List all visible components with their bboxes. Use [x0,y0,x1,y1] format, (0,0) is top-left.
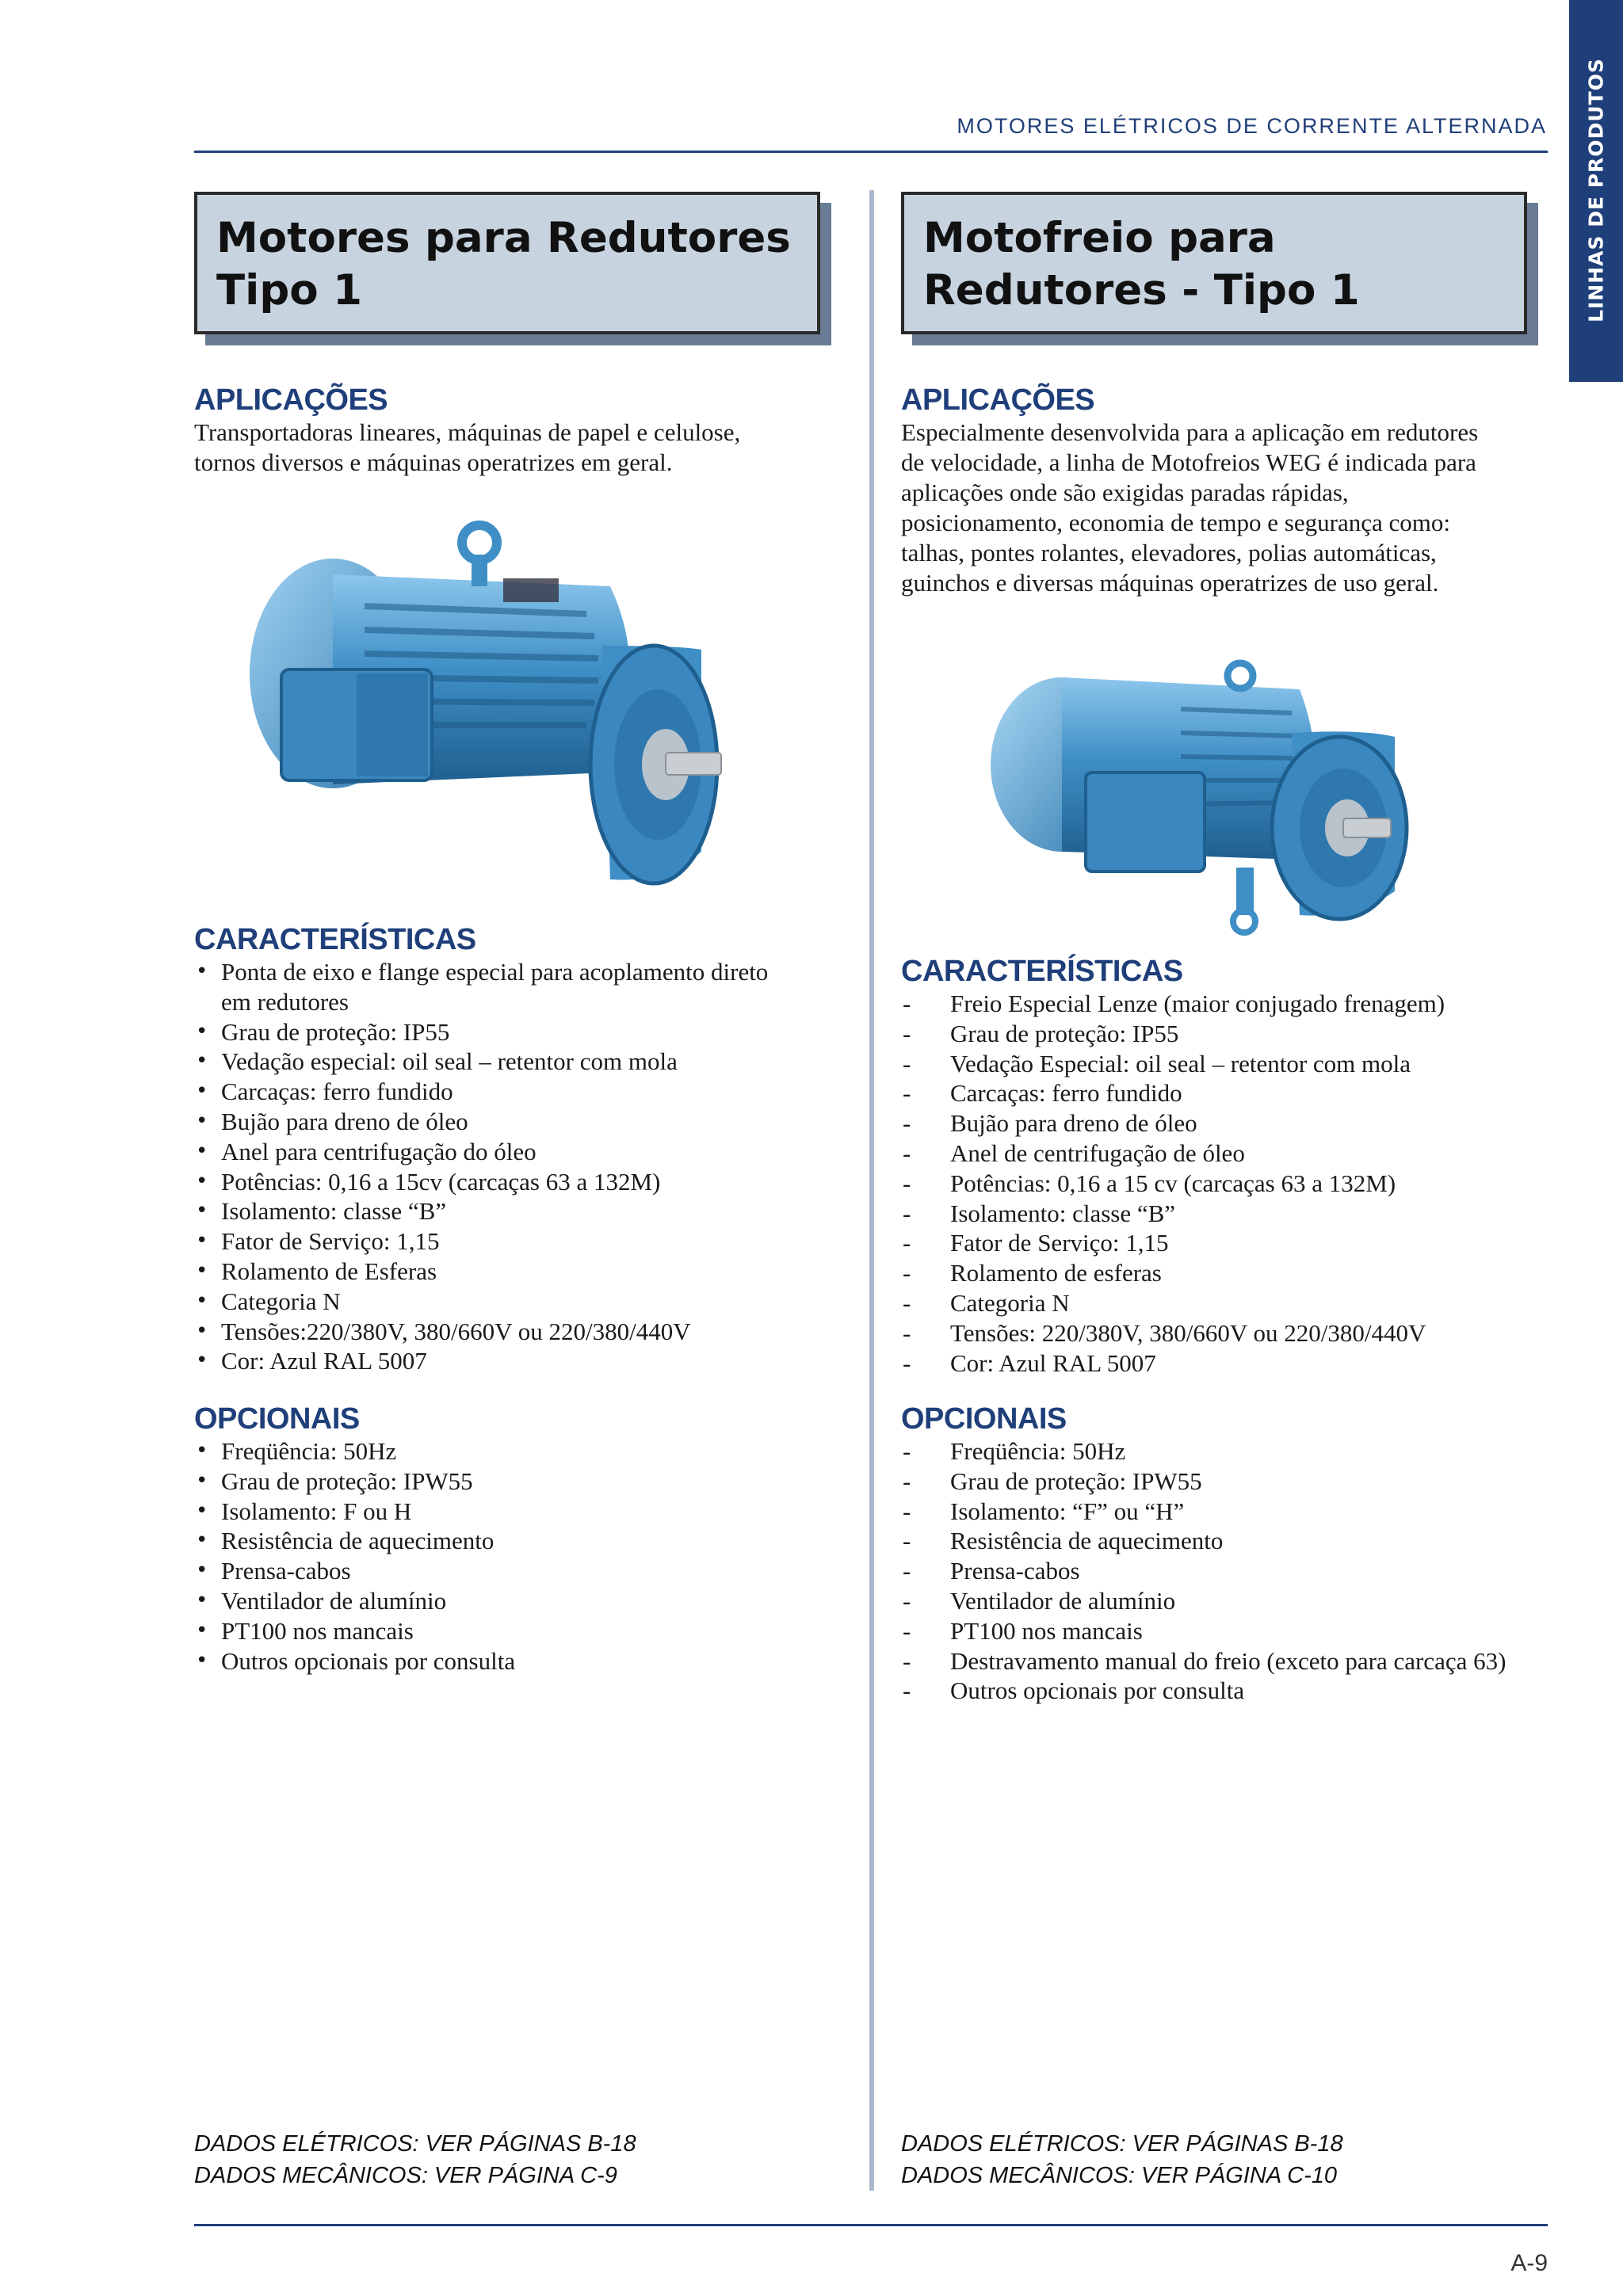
right-footer-electrical: DADOS ELÉTRICOS: VER PÁGINAS B-18 [901,2131,1343,2157]
list-item: - Prensa-cabos [901,1556,1551,1586]
list-item: - Destravamento manual do freio (exceto para carcaça 63) [901,1646,1551,1676]
left-opcionais-heading: OPCIONAIS [194,1402,360,1436]
right-title-line2: Redutores - Tipo 1 [923,266,1360,315]
list-item: • Isolamento: classe “B” [194,1196,844,1226]
column-divider [869,190,874,2191]
list-item: • Grau de proteção: IP55 [194,1017,844,1047]
page-number: A-9 [1510,2250,1548,2276]
list-item: - Potências: 0,16 a 15 cv (carcaças 63 a 132M) [901,1169,1551,1199]
left-aplicacoes-text [194,418,844,478]
list-item: • Resistência de aquecimento [194,1526,844,1556]
list-item: - Vedação Especial: oil seal – retentor com mola [901,1049,1551,1079]
section-side-tab [1569,0,1623,382]
left-opcionais [194,1402,844,1676]
right-opcionais-heading: OPCIONAIS [901,1402,1067,1436]
list-item: - Anel de centrifugação de óleo [901,1138,1551,1169]
header-rule [194,151,1548,153]
running-header: MOTORES ELÉTRICOS DE CORRENTE ALTERNADA [957,114,1547,138]
right-aplicacoes-line: talhas, pontes rolantes, elevadores, polias automáticas, [901,539,1437,566]
right-aplicacoes-line: de velocidade, a linha de Motofreios WEG é indicada para [901,448,1476,476]
list-item: • Categoria N [194,1287,844,1317]
left-footer-mechanical: DADOS MECÂNICOS: VER PÁGINA C-9 [194,2163,617,2188]
left-title-line1: Motores para Redutores [216,214,791,262]
right-aplicacoes-line: Especialmente desenvolvida para a aplicação em redutores [901,418,1479,446]
left-aplicacoes-line: Transportadoras lineares, máquinas de papel e celulose, [194,418,741,446]
footer-rule [194,2224,1548,2226]
list-item: • Tensões:220/380V, 380/660V ou 220/380/440V [194,1317,844,1347]
brake-motor-image [983,654,1426,955]
electric-motor-image [238,511,777,907]
right-title-box [901,192,1527,334]
list-item: • Ponta de eixo e flange especial para acoplamento direto [194,957,844,987]
list-item: - Resistência de aquecimento [901,1526,1551,1556]
list-item: • Outros opcionais por consulta [194,1646,844,1676]
list-item: - Tensões: 220/380V, 380/660V ou 220/380/440V [901,1318,1551,1348]
left-opcionais-list [194,1436,844,1676]
list-item: - PT100 nos mancais [901,1616,1551,1646]
list-item: • Freqüência: 50Hz [194,1436,844,1466]
list-item: - Outros opcionais por consulta [901,1676,1551,1706]
list-item: - Isolamento: “F” ou “H” [901,1497,1551,1527]
list-item: • Vedação especial: oil seal – retentor com mola [194,1047,844,1077]
list-item: - Bujão para dreno de óleo [901,1108,1551,1138]
list-item: • Rolamento de Esferas [194,1257,844,1287]
right-title-line1: Motofreio para [923,214,1276,262]
left-title-box [194,192,820,334]
list-item: - Cor: Azul RAL 5007 [901,1348,1551,1379]
right-footer-notes [901,2128,1343,2191]
list-item: • Bujão para dreno de óleo [194,1107,844,1137]
right-aplicacoes-text [901,418,1551,598]
left-caracteristicas-list [194,957,844,1376]
list-item: • Carcaças: ferro fundido [194,1077,844,1107]
list-item: - Grau de proteção: IPW55 [901,1466,1551,1497]
left-aplicacoes-heading: APLICAÇÕES [194,383,388,417]
right-aplicacoes-line: aplicações onde são exigidas paradas rápidas, [901,479,1349,506]
list-item: • Potências: 0,16 a 15cv (carcaças 63 a 132M) [194,1167,844,1197]
right-aplicacoes [901,383,1551,598]
list-item: • Cor: Azul RAL 5007 [194,1346,844,1376]
right-opcionais-list [901,1436,1551,1706]
list-item: • PT100 nos mancais [194,1616,844,1646]
left-aplicacoes-line: tornos diversos e máquinas operatrizes em geral. [194,448,673,476]
list-item: - Freio Especial Lenze (maior conjugado frenagem) [901,989,1551,1019]
list-item: • Fator de Serviço: 1,15 [194,1226,844,1257]
right-footer-mechanical: DADOS MECÂNICOS: VER PÁGINA C-10 [901,2163,1338,2188]
left-footer-notes [194,2128,636,2191]
right-caracteristicas-list [901,989,1551,1378]
left-caracteristicas-heading: CARACTERÍSTICAS [194,923,476,956]
list-item: • Ventilador de alumínio [194,1586,844,1616]
list-item: - Grau de proteção: IP55 [901,1019,1551,1049]
list-item: - Rolamento de esferas [901,1258,1551,1288]
left-aplicacoes [194,383,844,478]
right-aplicacoes-line: posicionamento, economia de tempo e segurança como: [901,509,1450,536]
side-tab-label: LINHAS DE PRODUTOS [1584,58,1608,322]
left-column [194,192,844,334]
list-item: em redutores [221,987,349,1016]
right-aplicacoes-line: guinchos e diversas máquinas operatrizes de uso geral. [901,569,1439,597]
list-item: - Categoria N [901,1288,1551,1318]
list-item: - Isolamento: classe “B” [901,1199,1551,1229]
left-footer-electrical: DADOS ELÉTRICOS: VER PÁGINAS B-18 [194,2131,636,2157]
left-title [216,212,798,317]
right-opcionais [901,1402,1551,1706]
right-title [923,212,1505,317]
list-item: - Freqüência: 50Hz [901,1436,1551,1466]
list-item: • Anel para centrifugação do óleo [194,1137,844,1167]
list-item: • Isolamento: F ou H [194,1497,844,1527]
right-caracteristicas [901,955,1551,1378]
right-caracteristicas-heading: CARACTERÍSTICAS [901,955,1183,988]
list-item: • Prensa-cabos [194,1556,844,1586]
left-title-line2: Tipo 1 [216,266,362,315]
list-item: - Fator de Serviço: 1,15 [901,1228,1551,1258]
right-aplicacoes-heading: APLICAÇÕES [901,383,1095,417]
right-column [901,192,1551,334]
left-caracteristicas [194,923,844,1376]
list-item: • Grau de proteção: IPW55 [194,1466,844,1497]
list-item: - Carcaças: ferro fundido [901,1078,1551,1108]
list-item: - Ventilador de alumínio [901,1586,1551,1616]
